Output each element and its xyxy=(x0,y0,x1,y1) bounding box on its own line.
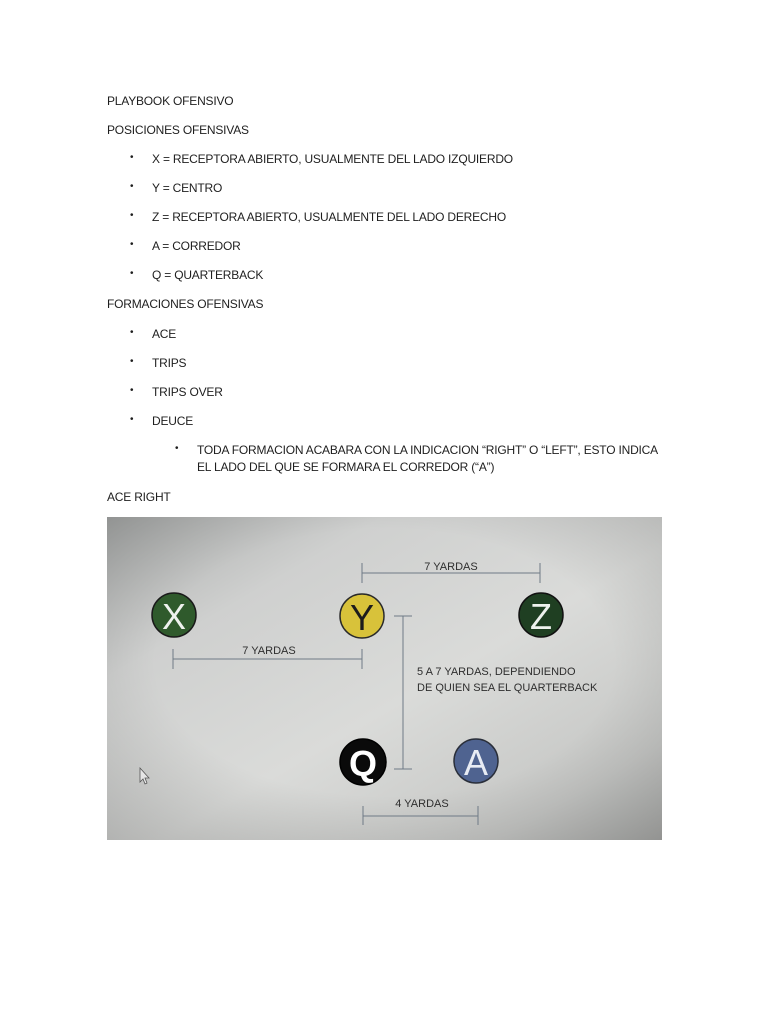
player-z-letter: Z xyxy=(530,596,552,637)
formation-note-line2: EL LADO DEL QUE SE FORMARA EL CORREDOR (“A”) xyxy=(197,460,495,474)
label-y-z: 7 YARDAS xyxy=(424,561,478,573)
list-item xyxy=(130,268,264,282)
bullet-icon: • xyxy=(130,414,134,425)
player-z xyxy=(519,593,563,637)
player-a xyxy=(454,739,498,783)
label-q-a: 4 YARDAS xyxy=(395,798,449,810)
formation-note-line1: TODA FORMACION ACABARA CON LA INDICACION “RIGHT” O “LEFT”, ESTO INDICA xyxy=(197,443,658,457)
list-item-text: A = CORREDOR xyxy=(152,239,241,253)
player-a-letter: A xyxy=(463,742,489,783)
player-x xyxy=(152,593,196,637)
list-item-text: Z = RECEPTORA ABIERTO, USUALMENTE DEL LADO DERECHO xyxy=(152,210,506,224)
positions-heading: POSICIONES OFENSIVAS xyxy=(107,123,249,137)
list-item xyxy=(130,356,187,370)
bullet-icon: • xyxy=(130,181,134,192)
list-item-text: ACE xyxy=(152,327,177,341)
bullet-icon: • xyxy=(130,239,134,250)
list-item-text: X = RECEPTORA ABIERTO, USUALMENTE DEL LADO IZQUIERDO xyxy=(152,152,513,166)
list-item xyxy=(130,210,506,224)
label-depth-line2: DE QUIEN SEA EL QUARTERBACK xyxy=(417,682,598,694)
formation-diagram-photo xyxy=(107,517,662,840)
list-item xyxy=(130,181,223,195)
list-item xyxy=(130,327,177,341)
player-q-letter: Q xyxy=(348,743,378,784)
list-item-text: TRIPS xyxy=(152,356,187,370)
list-item-text: DEUCE xyxy=(152,414,194,428)
player-y-letter: Y xyxy=(349,597,375,638)
list-item xyxy=(130,239,241,253)
player-y xyxy=(340,594,384,638)
bullet-icon: • xyxy=(175,443,179,454)
sub-list-item xyxy=(175,443,658,474)
diagram-heading: ACE RIGHT xyxy=(107,490,171,504)
bullet-icon: • xyxy=(130,210,134,221)
bullet-icon: • xyxy=(130,327,134,338)
player-x-letter: X xyxy=(161,596,187,637)
list-item-text: TRIPS OVER xyxy=(152,385,223,399)
document-title: PLAYBOOK OFENSIVO xyxy=(107,94,234,108)
list-item xyxy=(130,385,223,399)
list-item xyxy=(130,152,513,166)
list-item-text: Q = QUARTERBACK xyxy=(152,268,264,282)
bullet-icon: • xyxy=(130,268,134,279)
player-q xyxy=(340,739,386,785)
bullet-icon: • xyxy=(130,385,134,396)
bullet-icon: • xyxy=(130,356,134,367)
formations-heading: FORMACIONES OFENSIVAS xyxy=(107,297,264,311)
label-x-y: 7 YARDAS xyxy=(242,645,296,657)
list-item-text: Y = CENTRO xyxy=(152,181,223,195)
list-item xyxy=(130,414,194,428)
label-depth-line1: 5 A 7 YARDAS, DEPENDIENDO xyxy=(417,666,576,678)
bullet-icon: • xyxy=(130,152,134,163)
